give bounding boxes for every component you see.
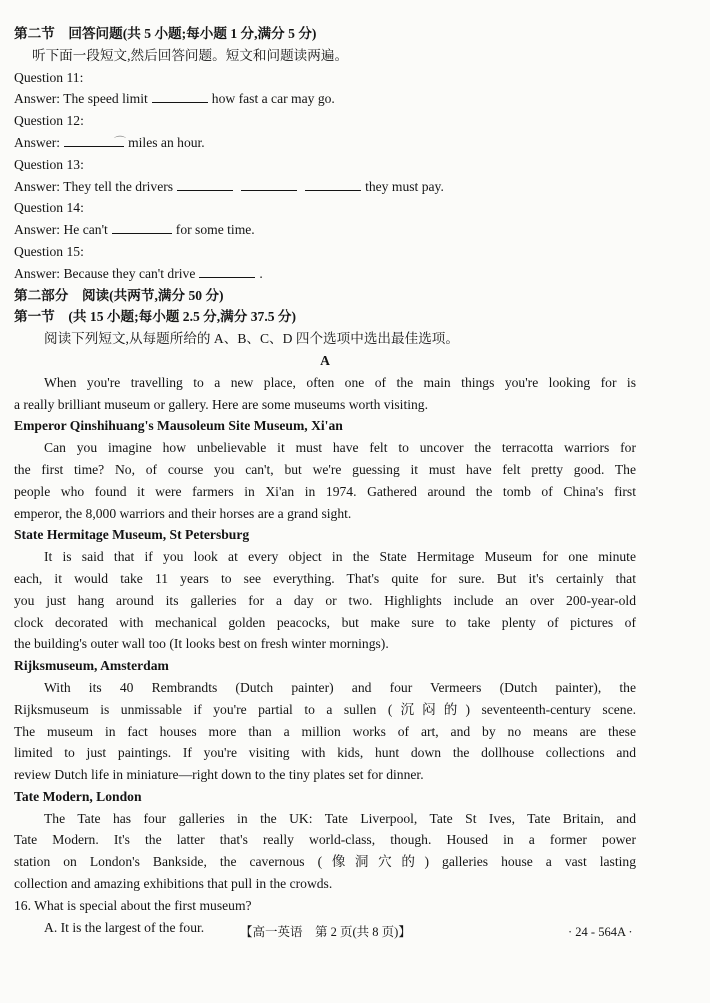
museum-3-line: With its 40 Rembrandts (Dutch painter) and four Vermeers (Dutch painter), the [44, 679, 636, 695]
museum-2-line: clock decorated with mechanical golden peacocks, but make sure to take plenty of pictures of [14, 614, 636, 630]
museum-3-line: review Dutch life in miniature—right down to the tiny plates set for dinner. [14, 767, 424, 783]
museum-3-line: limited to just paintings. If you're visiting with kids, hunt down the dollhouse collections and [14, 745, 636, 761]
answer-13-blank-2[interactable] [241, 176, 297, 191]
part2-subheading: 第一节 (共 15 小题;每小题 2.5 分,满分 37.5 分) [14, 309, 297, 325]
footer-code: · 24 - 564A · [568, 925, 633, 939]
question-12: Question 12: [14, 113, 84, 129]
footer-page-info: 【高一英语 第 2 页(共 8 页)】 [240, 925, 411, 939]
pencil-mark-icon: ⌒ [114, 134, 127, 149]
museum-4-line: Tate Modern. It's the latter that's really world-class, though. Housed in a former power [14, 832, 636, 848]
answer-14: Answer: He can't for some time. [14, 219, 636, 241]
museum-2-line: the building's outer wall too (It looks best on fresh winter mornings). [14, 636, 389, 652]
passage-intro-line: a really brilliant museum or gallery. Here are some museums worth visiting. [14, 396, 428, 412]
question-16-option-a[interactable]: A. It is the largest of the four. [44, 919, 205, 935]
section2-instruction: 听下面一段短文,然后回答问题。短文和问题读两遍。 [32, 47, 349, 63]
museum-2-line: It is said that if you look at every object in the State Hermitage Museum for one minute [44, 549, 636, 565]
museum-4-title: Tate Modern, London [14, 788, 142, 804]
museum-2-title: State Hermitage Museum, St Petersburg [14, 527, 250, 543]
museum-4-line: station on London's Bankside, the cavernous (像洞穴的) galleries house a vast lasting [14, 854, 636, 870]
answer-13: Answer: They tell the drivers they must pay. [14, 176, 636, 198]
museum-1-line: the first time? No, of course you can't, but we're guessing it must have felt pretty good. The [14, 461, 636, 477]
passage-letter: A [320, 352, 330, 368]
museum-1-line: Can you imagine how unbelievable it must have felt to uncover the terracotta warriors for [44, 440, 636, 456]
museum-2-line: each, it would take 11 years to see everything. That's quite for sure. But it's certainly that [14, 570, 636, 586]
museum-3-line: Rijksmuseum is unmissable if you're partial to a sullen (沉闷的) seventeenth-century scene. [14, 701, 636, 717]
museum-2-line: you just hang around its galleries for a day or two. Highlights include an over 200-year-old [14, 592, 636, 608]
question-16-stem: 16. What is special about the first museum? [14, 897, 252, 913]
answer-13-blank-1[interactable] [177, 176, 233, 191]
question-14: Question 14: [14, 200, 84, 216]
answer-11-blank[interactable] [152, 88, 208, 103]
question-13: Question 13: [14, 156, 84, 172]
passage-intro-line: When you're travelling to a new place, often one of the main things you're looking for is [44, 374, 636, 390]
page-content [14, 23, 636, 938]
museum-3-line: The museum in fact houses more than a million works of art, and by no means are these [14, 723, 636, 739]
answer-15-blank[interactable] [199, 263, 255, 278]
museum-1-line: emperor, the 8,000 warriors and their horses are a grand sight. [14, 505, 352, 521]
answer-12: Answer: miles an hour. ⌒ [14, 132, 636, 154]
answer-11: Answer: The speed limit how fast a car may go. [14, 88, 636, 110]
answer-14-blank[interactable] [112, 219, 172, 234]
answer-13-blank-3[interactable] [305, 176, 361, 191]
question-11: Question 11: [14, 69, 84, 85]
section2-heading: 第二节 回答问题(共 5 小题;每小题 1 分,满分 5 分) [14, 26, 317, 41]
part2-instruction: 阅读下列短文,从每题所给的 A、B、C、D 四个选项中选出最佳选项。 [44, 331, 459, 347]
museum-3-title: Rijksmuseum, Amsterdam [14, 658, 169, 674]
part2-heading: 第二部分 阅读(共两节,满分 50 分) [14, 287, 224, 303]
museum-1-title: Emperor Qinshihuang's Mausoleum Site Museum, Xi'an [14, 418, 343, 434]
question-15: Question 15: [14, 243, 84, 259]
museum-4-line: The Tate has four galleries in the UK: Tate Liverpool, Tate St Ives, Tate Britain, and [44, 810, 636, 826]
answer-15: Answer: Because they can't drive . [14, 263, 636, 285]
museum-1-line: people who found it were farmers in Xi'an in 1974. Gathered around the tomb of China's first [14, 483, 636, 499]
museum-4-line: collection and amazing exhibitions that pull in the crowds. [14, 876, 333, 892]
